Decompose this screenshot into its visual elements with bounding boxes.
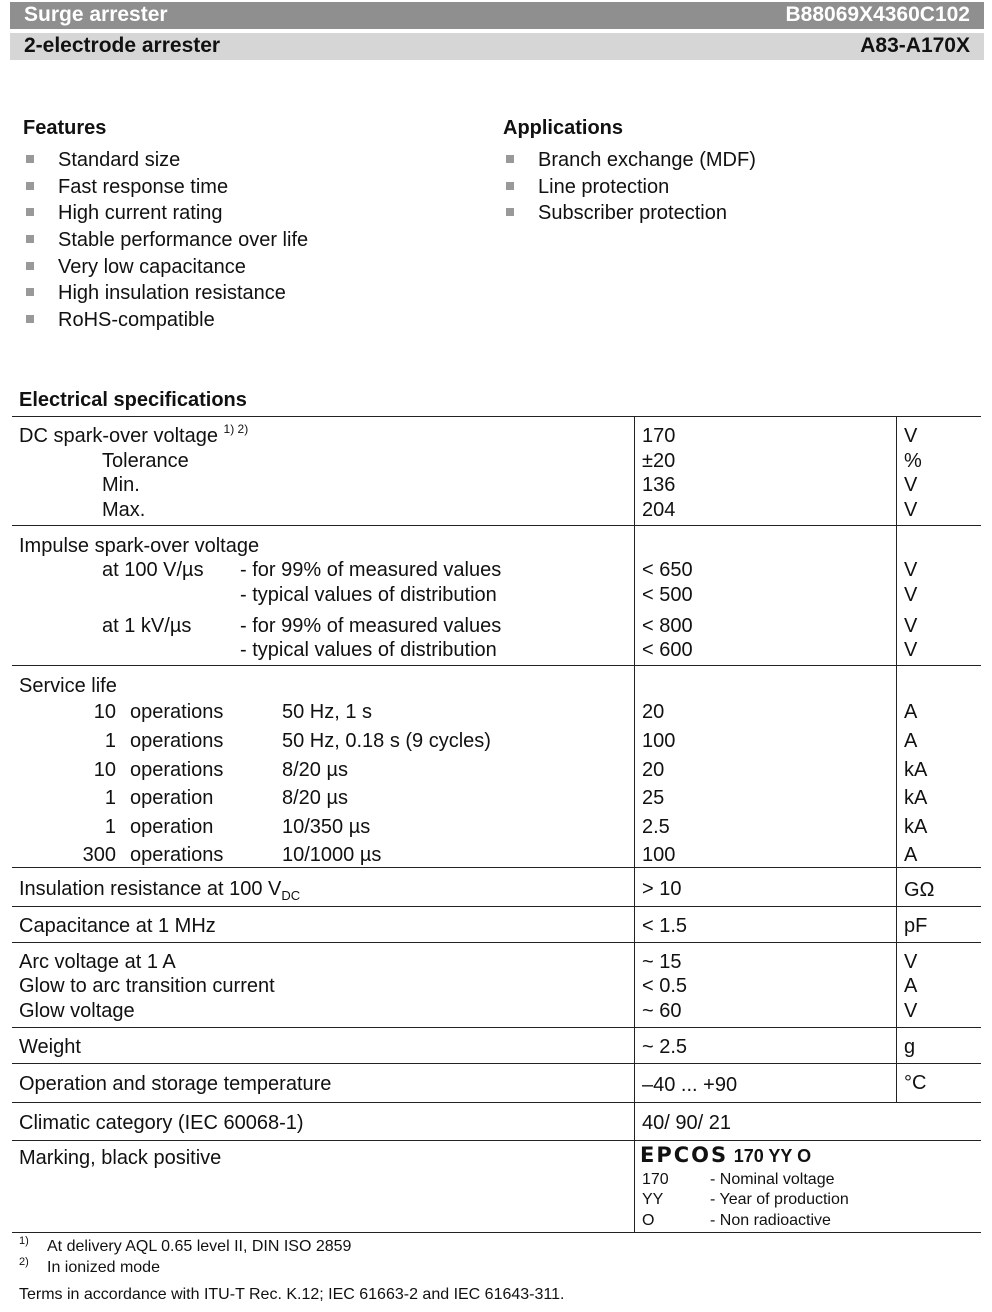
service-value: 100 xyxy=(642,730,676,752)
climatic-label: Climatic category (IEC 60068-1) xyxy=(19,1112,304,1134)
bullet-icon xyxy=(506,208,514,216)
glow-arc-label: Glow to arc transition current xyxy=(19,975,275,997)
bullet-icon xyxy=(26,208,34,216)
table-rule xyxy=(12,1102,981,1103)
service-count: 1 xyxy=(104,787,116,809)
footnote-text: In ionized mode xyxy=(47,1259,160,1276)
min-label: Min. xyxy=(102,474,140,496)
list-item: Standard size xyxy=(24,148,464,175)
service-condition: 50 Hz, 1 s xyxy=(282,701,373,723)
tolerance-unit: % xyxy=(904,450,922,472)
impulse-value: < 600 xyxy=(642,639,693,661)
list-item: Line protection xyxy=(504,175,944,202)
service-condition: 10/1000 µs xyxy=(282,844,382,866)
temperature-label: Operation and storage temperature xyxy=(19,1073,332,1095)
service-count: 10 xyxy=(93,701,116,723)
list-item: RoHS-compatible xyxy=(24,308,464,335)
glow-voltage-label: Glow voltage xyxy=(19,1000,135,1022)
max-value: 204 xyxy=(642,499,676,521)
list-item: Fast response time xyxy=(24,175,464,202)
impulse-unit: V xyxy=(904,615,918,637)
service-condition: 8/20 µs xyxy=(282,759,349,781)
table-rule xyxy=(12,906,981,907)
glow-arc-unit: A xyxy=(904,975,918,997)
table-rule xyxy=(12,525,981,526)
service-unit: A xyxy=(904,730,918,752)
bullet-icon xyxy=(506,155,514,163)
impulse-rate-100: at 100 V/µs xyxy=(102,559,204,581)
applications-list xyxy=(504,148,944,228)
impulse-desc: - typical values of distribution xyxy=(240,639,497,661)
impulse-desc: - for 99% of measured values xyxy=(240,615,502,637)
table-rule xyxy=(12,942,981,943)
terms-note: Terms in accordance with ITU-T Rec. K.12; IEC 61663-2 and IEC 61643-311. xyxy=(19,1286,565,1303)
footnote-number: 1) xyxy=(19,1235,29,1247)
list-item: Very low capacitance xyxy=(24,255,464,282)
service-value: 20 xyxy=(642,759,665,781)
service-unit: kA xyxy=(904,816,928,838)
table-rule xyxy=(12,1063,981,1064)
table-rule xyxy=(12,867,981,868)
max-unit: V xyxy=(904,499,918,521)
table-rule xyxy=(12,1232,981,1233)
service-value: 20 xyxy=(642,701,665,723)
marking-code: 170 YY O xyxy=(733,1146,812,1166)
service-unit: A xyxy=(904,844,918,866)
table-rule xyxy=(12,665,981,666)
service-value: 2.5 xyxy=(642,816,670,838)
order-code: B88069X4360C102 xyxy=(785,3,970,26)
tolerance-label: Tolerance xyxy=(102,450,189,472)
marking-label: Marking, black positive xyxy=(19,1147,222,1169)
service-condition: 50 Hz, 0.18 s (9 cycles) xyxy=(282,730,491,752)
footnote-text: At delivery AQL 0.65 level II, DIN ISO 2859 xyxy=(47,1238,352,1255)
climatic-value: 40/ 90/ 21 xyxy=(642,1112,731,1134)
service-ops: operations xyxy=(130,759,224,781)
list-item: Stable performance over life xyxy=(24,228,464,255)
temperature-unit: °C xyxy=(904,1072,927,1094)
service-value: 25 xyxy=(642,787,665,809)
dc-sparkover-unit: V xyxy=(904,425,918,447)
min-unit: V xyxy=(904,474,918,496)
bullet-icon xyxy=(26,155,34,163)
list-item: High current rating xyxy=(24,201,464,228)
type-code: A83-A170X xyxy=(860,34,970,57)
min-value: 136 xyxy=(642,474,676,496)
list-item: Subscriber protection xyxy=(504,201,944,228)
header-bar-product xyxy=(10,2,984,29)
service-ops: operation xyxy=(130,816,214,838)
impulse-value: < 650 xyxy=(642,559,693,581)
service-ops: operations xyxy=(130,844,224,866)
impulse-unit: V xyxy=(904,639,918,661)
service-life-label: Service life xyxy=(19,675,117,697)
table-rule xyxy=(896,416,897,1102)
service-ops: operations xyxy=(130,730,224,752)
tolerance-value: ±20 xyxy=(642,450,676,472)
specs-title: Electrical specifications xyxy=(19,389,247,411)
marking-code-line xyxy=(640,1143,811,1168)
service-count: 1 xyxy=(104,816,116,838)
features-list xyxy=(24,148,464,335)
features-title: Features xyxy=(23,117,107,139)
marking-legend-desc: - Non radioactive xyxy=(710,1212,831,1229)
header-bar-subtitle xyxy=(10,33,984,60)
impulse-rate-1k: at 1 kV/µs xyxy=(102,615,192,637)
impulse-desc: - typical values of distribution xyxy=(240,584,497,606)
list-item: Branch exchange (MDF) xyxy=(504,148,944,175)
bullet-icon xyxy=(506,182,514,190)
impulse-unit: V xyxy=(904,559,918,581)
spec-table xyxy=(12,416,981,1233)
table-rule xyxy=(12,1027,981,1028)
marking-legend-desc: - Nominal voltage xyxy=(710,1171,835,1188)
arc-voltage-value: ~ 15 xyxy=(642,951,682,973)
service-ops: operation xyxy=(130,787,214,809)
impulse-value: < 500 xyxy=(642,584,693,606)
bullet-icon xyxy=(26,315,34,323)
impulse-unit: V xyxy=(904,584,918,606)
impulse-desc: - for 99% of measured values xyxy=(240,559,502,581)
bullet-icon xyxy=(26,235,34,243)
marking-legend-key: YY xyxy=(642,1191,664,1208)
insulation-value: > 10 xyxy=(642,878,682,900)
service-count: 1 xyxy=(104,730,116,752)
insulation-unit: GΩ xyxy=(904,879,935,901)
subtitle: 2-electrode arrester xyxy=(24,34,221,57)
service-count: 300 xyxy=(82,844,116,866)
temperature-value: –40 ... +90 xyxy=(642,1074,738,1096)
marking-legend-key: O xyxy=(642,1212,655,1229)
product-type: Surge arrester xyxy=(24,3,168,26)
service-condition: 10/350 µs xyxy=(282,816,371,838)
epcos-logo: EPCOS xyxy=(640,1143,729,1167)
table-rule xyxy=(12,1140,981,1141)
glow-arc-value: < 0.5 xyxy=(642,975,688,997)
service-value: 100 xyxy=(642,844,676,866)
arc-voltage-unit: V xyxy=(904,951,918,973)
marking-legend-desc: - Year of production xyxy=(710,1191,849,1208)
arc-voltage-label: Arc voltage at 1 A xyxy=(19,951,176,973)
weight-unit: g xyxy=(904,1036,916,1058)
service-unit: kA xyxy=(904,759,928,781)
glow-voltage-unit: V xyxy=(904,1000,918,1022)
capacitance-value: < 1.5 xyxy=(642,915,688,937)
footnote-number: 2) xyxy=(19,1256,29,1268)
table-rule xyxy=(12,416,981,417)
dc-sparkover-label: DC spark-over voltage $^{1) 2)}$ xyxy=(19,422,249,447)
weight-label: Weight xyxy=(19,1036,81,1058)
service-unit: A xyxy=(904,701,918,723)
max-label: Max. xyxy=(102,499,146,521)
insulation-label: Insulation resistance at 100 $V_{DC}$ xyxy=(19,878,301,903)
capacitance-unit: pF xyxy=(904,915,928,937)
bullet-icon xyxy=(26,288,34,296)
list-item: High insulation resistance xyxy=(24,281,464,308)
insulation-label-sub: DC xyxy=(281,888,301,903)
weight-value: ~ 2.5 xyxy=(642,1036,688,1058)
glow-voltage-value: ~ 60 xyxy=(642,1000,682,1022)
service-count: 10 xyxy=(93,759,116,781)
marking-legend-key: 170 xyxy=(642,1171,669,1188)
impulse-label: Impulse spark-over voltage xyxy=(19,535,260,557)
table-rule xyxy=(634,416,635,1233)
footnote-ref: 1) 2) xyxy=(223,422,249,436)
impulse-value: < 800 xyxy=(642,615,693,637)
service-unit: kA xyxy=(904,787,928,809)
service-ops: operations xyxy=(130,701,224,723)
bullet-icon xyxy=(26,262,34,270)
bullet-icon xyxy=(26,182,34,190)
service-condition: 8/20 µs xyxy=(282,787,349,809)
dc-sparkover-value: 170 xyxy=(642,425,676,447)
applications-title: Applications xyxy=(503,117,624,139)
capacitance-label: Capacitance at 1 MHz xyxy=(19,915,216,937)
